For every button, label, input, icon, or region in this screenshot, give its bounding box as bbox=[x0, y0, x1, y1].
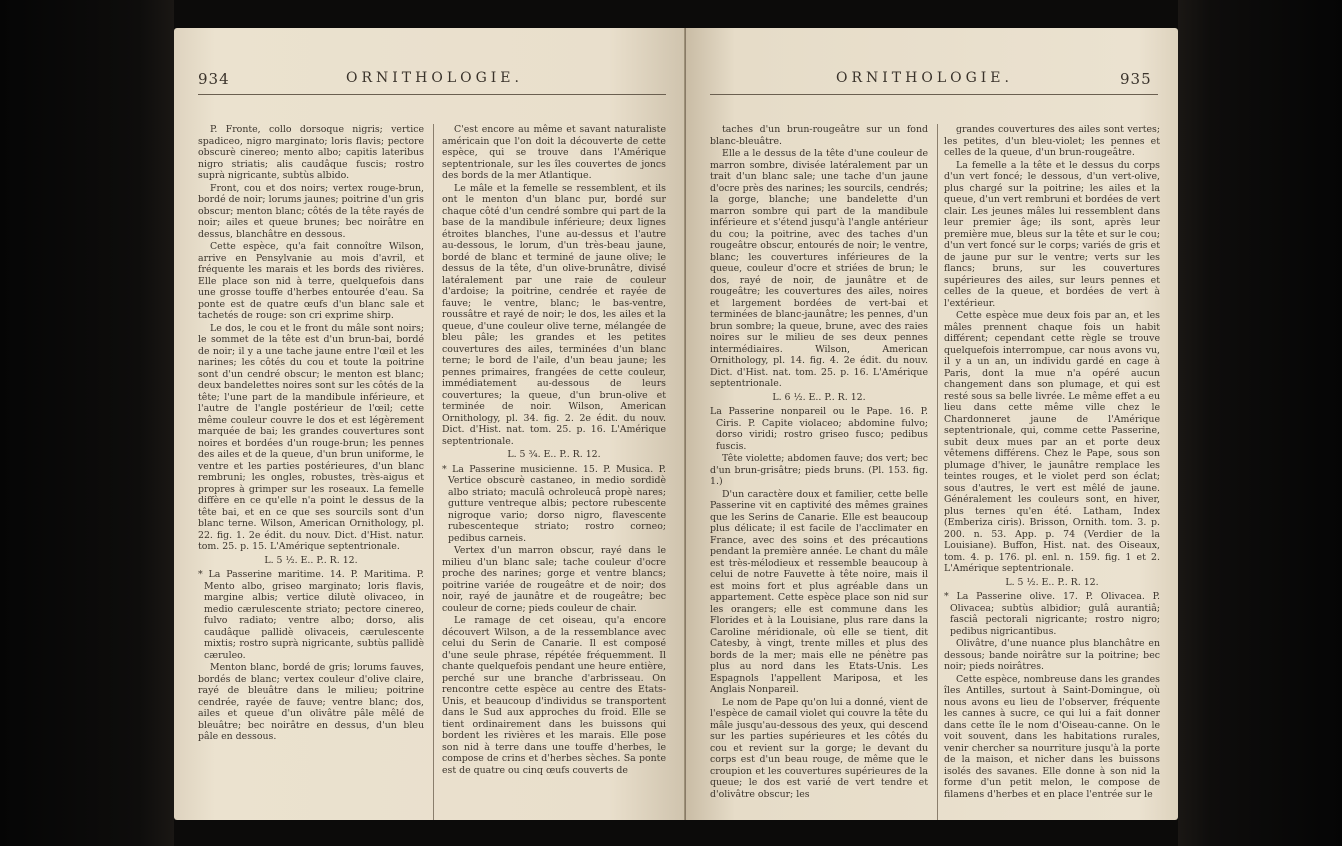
paragraph: * La Passerine olive. 17. P. Olivacea. P. Olivacea; subtùs albidior; gulâ aurantiâ; fasciâ pectorali nigricante; rostro nigro; pedibus nigricantibus. bbox=[944, 591, 1160, 637]
left-column-2 bbox=[442, 124, 666, 820]
left-running-head: ORNITHOLOGIE. bbox=[346, 70, 523, 86]
left-header-rule bbox=[198, 94, 666, 95]
paragraph: La Passerine nonpareil ou le Pape. 16. P. Ciris. P. Capite violaceo; abdomine fulvo; dorso viridi; rostro griseo fusco; pedibus fuscis. bbox=[710, 406, 928, 452]
paragraph: * La Passerine musicienne. 15. P. Musica. P. Vertice obscurè castaneo, in medio sordidè albo striato; maculâ ochroleucâ propè nares; gutture ventreque albis; pectore rubescente nigroque vario; dorso nigro, flavescente rubescenteque striato; rostro corneo; pedibus carneis. bbox=[442, 463, 666, 544]
paragraph: L. 6 ½. E.. P.. R. 12. bbox=[772, 391, 866, 403]
paragraph: Menton blanc, bordé de gris; lorums fauves, bordés de blanc; vertex couleur d'olive claire, rayé de bleuâtre dans le milieu; poitrine cendrée, rayée de fauve; ventre blanc; dos, ailes et queue d'un olivâtre pâle mêlé de bleuâtre; bec noirâtre en dessus, d'un bleu pâle en dessous. bbox=[198, 662, 424, 742]
paragraph: L. 5 ½. E.. P.. R. 12. bbox=[1005, 576, 1099, 588]
background-left bbox=[0, 0, 174, 846]
right-column-divider bbox=[937, 124, 938, 820]
left-column-divider bbox=[433, 124, 434, 820]
right-running-head: ORNITHOLOGIE. bbox=[836, 70, 1013, 86]
right-column-1 bbox=[710, 124, 928, 820]
paragraph: * La Passerine maritime. 14. P. Maritima. P. Mento albo, griseo marginato; loris flavis, margine albis; vertice dilutè olivaceo, in medio cærulescente striato; pectore cinereo, fulvo radiato; ventre albo; dorso, alis caudâque pallidè olivaceis, cærulescente mixtis; rostro suprà nigricante, subtùs pallidè cæruleo. bbox=[198, 569, 424, 661]
paragraph: P. Fronte, collo dorsoque nigris; vertice spadiceo, nigro marginato; loris flavis; pectore obscurè cinereo; mento albo; capitis lateribus nigro striatis; alis caudâque fuscis; rostro suprà nigricante, subtùs albido. bbox=[198, 124, 424, 181]
paragraph: Tête violette; abdomen fauve; dos vert; bec d'un brun-grisâtre; pieds bruns. (Pl. 153. fig. 1.) bbox=[710, 453, 928, 487]
paragraph: Elle a le dessus de la tête d'une couleur de marron sombre, divisée latéralement par un trait d'un blanc sale; une tache d'un jaune d'ocre près des narines; les sourcils, cendrés; la gorge, blanche; une bandelette d'un marron sombre qui part de la mandibule inférieure et s'étend jusqu'à l'angle antérieur du cou; la poitrine, avec des taches d'un rougeâtre obscur, entourés de noir; le ventre, blanc; les couvertures inférieures de la queue, couleur d'ocre et striées de brun; le dos, rayé de noir, de jaunâtre et de rougeâtre; les couvertures des ailes, noires et largement bordées de vert-bai et terminées de blanc-jaunâtre; les pennes, d'un brun sombre; la queue, brune, avec des raies noires sur le milieu de ses deux pennes intermédiaires. Wilson, American Ornithology, pl. 14. fig. 4. 2e édit. du nouv. Dict. d'Hist. nat. tom. 25. p. 16. L'Amérique septentrionale. bbox=[710, 148, 928, 389]
paragraph: Le mâle et la femelle se ressemblent, et ils ont le menton d'un blanc pur, bordé sur chaque côté d'un cendré sombre qui part de la base de la mandibule inférieure; deux lignes étroites blanches, l'une au-dessus et l'autre au-dessous, le lorum, d'un très-beau jaune, bordé de blanc et terminé de jaune olive; le dessus de la tête, d'un olive-brunâtre, divisé latéralement par une raie de couleur d'ardoise; la poitrine, cendrée et rayée de fauve; le ventre, blanc; le bas-ventre, roussâtre et rayé de noir; le dos, les ailes et la queue, d'une couleur olive terne, mélangée de bleu pâle; les grandes et les petites couvertures des ailes, terminées d'un blanc terne; le bord de l'aile, d'un beau jaune; les pennes primaires, frangées de cette couleur, immédiatement au-dessous de leurs couvertures; la queue, d'un brun-olive et terminée de noir. Wilson, American Ornithology, pl. 34. fig. 2. 2e édit. du nouv. Dict. d'Hist. nat. tom. 25. p. 16. L'Amérique septentrionale. bbox=[442, 182, 666, 447]
left-page bbox=[174, 28, 686, 820]
paragraph: Cette espèce mue deux fois par an, et les mâles prennent chaque fois un habit différent; cependant cette règle se trouve quelquefois interrompue, car nous avons vu, il y a un an, un individu gardé en cage à Paris, dont la mue n'a opéré aucun changement dans son plumage, et qui est resté sous sa belle livrée. Le même effet a eu lieu dans cette même ville chez le Chardonneret jaune de l'Amérique septentrionale, qui, comme cette Passerine, subit deux mues par an et porte deux vêtemens différens. Chez le Pape, sous son plumage d'hiver, le jaunâtre remplace les teintes rouges, et le violet perd son éclat; sous d'autres, le vert est mêlé de jaune. Généralement les couleurs sont, en hiver, plus ternes qu'en été. Latham, Index (Emberiza ciris). Brisson, Ornith. tom. 3. p. 200. n. 53. App. p. 74 (Verdier de la Louisiane). Buffon, Hist. nat. des Oiseaux, tom. 4. p. 176. pl. enl. n. 159. fig. 1 et 2. L'Amérique septentrionale. bbox=[944, 310, 1160, 574]
paragraph: taches d'un brun-rougeâtre sur un fond blanc-bleuâtre. bbox=[710, 124, 928, 147]
paragraph: L. 5 ¾. E.. P.. R. 12. bbox=[507, 449, 601, 460]
right-column-2 bbox=[944, 124, 1160, 820]
left-page-number: 934 bbox=[198, 70, 230, 88]
paragraph: D'un caractère doux et familier, cette belle Passerine vit en captivité des mêmes graines que les Serins de Canarie. Elle est beaucoup plus délicate; il est facile de l'acclimater en France, avec des soins et des précautions pendant la première année. Le chant du mâle est très-mélodieux et ressemble beaucoup à celui de notre Fauvette à tête noire, mais il est moins fort et plus agréable dans un appartement. Cette espèce place son nid sur les orangers; elle est commune dans les Florides et à la Louisiane, plus rare dans la Caroline méridionale, où elle se tient, dit Catesby, à vingt, trente milles et plus des bords de la mer; mais elle ne pénètre pas plus au nord dans les Etats-Unis. Les Espagnols l'appellent Mariposa, et les Anglais Nonpareil. bbox=[710, 488, 928, 695]
background-right bbox=[1178, 0, 1342, 846]
paragraph: Front, cou et dos noirs; vertex rouge-brun, bordé de noir; lorums jaunes; poitrine d'un gris obscur; menton blanc; côtés de la tête rayés de noir; ailes et queue brunes; bec noirâtre en dessus, blanchâtre en dessous. bbox=[198, 182, 424, 240]
left-column-1 bbox=[198, 124, 424, 820]
paragraph: C'est encore au même et savant naturaliste américain que l'on doit la découverte de cette espèce, qui se trouve dans l'Amérique septentrionale, sur les îles couvertes de joncs des bords de la mer Atlantique. bbox=[442, 124, 666, 181]
paragraph: grandes couvertures des ailes sont vertes; les petites, d'un bleu-violet; les pennes et celles de la queue, d'un brun-rougeâtre. bbox=[944, 124, 1160, 158]
right-page bbox=[686, 28, 1178, 820]
paragraph: Cette espèce, qu'a fait connoître Wilson, arrive en Pensylvanie au mois d'avril, et fréquente les marais et les bords des rivières. Elle place son nid à terre, quelquefois dans une grosse touffe d'herbes entourée d'eau. Sa ponte est de quatre œufs d'un blanc sale et tachetés de rouge: son cri exprime shirp. bbox=[198, 241, 424, 321]
paragraph: L. 5 ½. E.. P.. R. 12. bbox=[264, 554, 358, 566]
paragraph: La femelle a la tête et le dessus du corps d'un vert foncé; le dessous, d'un vert-olive, plus chargé sur la poitrine; les ailes et la queue, d'un vert rembruni et bordées de vert clair. Les jeunes mâles lui ressemblent dans leur premier âge; ils sont, après leur première mue, bleus sur la tête et sur le cou; d'un vert foncé sur le corps; variés de gris et de jaune pur sur le ventre; verts sur les flancs; bruns, sur les couvertures supérieures des ailes, sur leurs pennes et celles de la queue, et bordées de vert à l'extérieur. bbox=[944, 159, 1160, 309]
paragraph: Olivâtre, d'une nuance plus blanchâtre en dessous; bande noirâtre sur la poitrine; bec noir; pieds noirâtres. bbox=[944, 638, 1160, 672]
paragraph: Vertex d'un marron obscur, rayé dans le milieu d'un blanc sale; tache couleur d'ocre proche des narines; gorge et ventre blancs; poitrine variée de rougeâtre et de noir; dos noir, rayé de jaunâtre et de rougeâtre; bec couleur de corne; pieds couleur de chair. bbox=[442, 545, 666, 614]
paragraph: Le ramage de cet oiseau, qu'a encore découvert Wilson, a de la ressemblance avec celui du Serin de Canarie. Il est composé d'une seule phrase, répétée fréquemment. Il chante quelquefois pendant une heure entière, perché sur une branche d'arbrisseau. On rencontre cette espèce au centre des Etats-Unis, et beaucoup d'individus se transportent dans le Sud aux approches du froid. Elle se tient ordinairement dans les buissons qui bordent les rivières et les marais. Elle pose son nid à terre dans une touffe d'herbes, le compose de crins et d'herbes sèches. Sa ponte est de quatre ou cinq œufs couverts de bbox=[442, 615, 666, 776]
right-page-number: 935 bbox=[1120, 70, 1152, 88]
right-header-rule bbox=[710, 94, 1158, 95]
paragraph: Cette espèce, nombreuse dans les grandes îles Antilles, surtout à Saint-Domingue, où nous avons eu lieu de l'observer, fréquente les cannes à sucre, ce qui lui a fait donner dans cette île le nom d'Oiseau-canne. On le voit souvent, dans les habitations rurales, venir chercher sa nourriture jusqu'à la porte de la maison, et nicher dans les buissons isolés des savanes. Elle donne à son nid la forme d'un petit melon, le compose de filamens d'herbes et en place l'entrée sur le bbox=[944, 673, 1160, 800]
paragraph: Le dos, le cou et le front du mâle sont noirs; le sommet de la tête est d'un brun-bai, bordé de noir; il y a une tache jaune entre l'œil et les narines; les côtés du cou et toute la poitrine sont d'un cendré obscur; le menton est blanc; deux bandelettes noires sont sur les côtés de la tête; l'une part de la mandibule inférieure, et l'autre de l'angle postérieur de l'œil; cette même couleur couvre le dos et est légèrement marquée de bai; les grandes couvertures sont noires et bordées d'un rouge-brun; les pennes des ailes et de la queue, d'un brun uniforme, le ventre et les parties postérieures, d'un blanc rembruni; les ongles, robustes, très-aigus et propres à grimper sur les roseaux. La femelle diffère en ce qu'elle n'a point le dessus de la tête bai, et en ce que ses sourcils sont d'un blanc terne. Wilson, American Ornithology, pl. 22. fig. 1. 2e édit. du nouv. Dict. d'Hist. natur. tom. 25. p. 15. L'Amérique septentrionale. bbox=[198, 322, 424, 552]
paragraph: Le nom de Pape qu'on lui a donné, vient de l'espèce de camail violet qui couvre la tête du mâle jusqu'au-dessous des yeux, qui descend sur les parties supérieures et les côtés du cou et revient sur la gorge; le devant du corps est d'un beau rouge, de même que le croupion et les couvertures supérieures de la queue; le dos est varié de vert tendre et d'olivâtre obscur; les bbox=[710, 696, 928, 800]
